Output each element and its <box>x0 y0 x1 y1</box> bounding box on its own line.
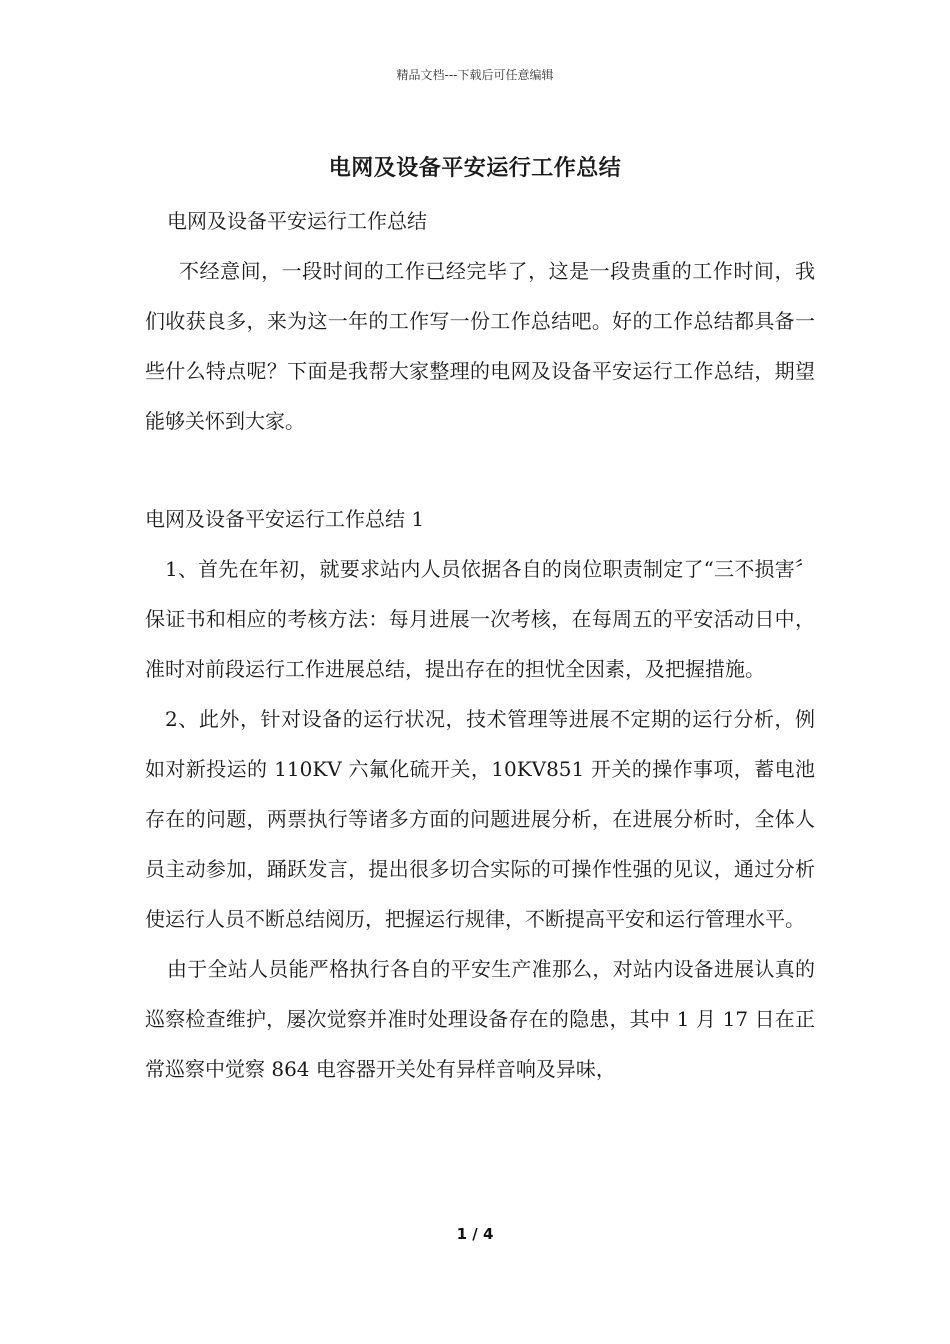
document-title: 电网及设备平安运行工作总结 <box>328 155 622 181</box>
intro-paragraph: 不经意间，一段时间的工作已经完毕了，这是一段贵重的工作时间，我们收获良多，来为这一年的工作写一份工作总结吧。好的工作总结都具备一些什么特点呢？下面是我帮大家整理的电网及设备平安运行工作总结，期望能够关怀到大家。 <box>145 259 815 433</box>
document-body <box>145 196 815 1094</box>
page-header: 精品文档---下载后可任意编辑 <box>396 68 554 82</box>
section-heading: 电网及设备平安运行工作总结 1 <box>145 507 425 531</box>
paragraph-spacer <box>145 446 815 494</box>
page-number: 1 / 4 <box>456 1225 494 1243</box>
document-subtitle: 电网及设备平安运行工作总结 <box>167 209 427 233</box>
list-item-1: 1、首先在年初，就要求站内人员依据各自的岗位职责制定了“三不损害〞保证书和相应的考核方法：每月进展一次考核，在每周五的平安活动日中，准时对前段运行工作进展总结，提出存在的担忧全因素，及把握措施。 <box>145 557 815 681</box>
list-item-2: 2、此外，针对设备的运行状况，技术管理等进展不定期的运行分析，例如对新投运的 110KV 六氟化硫开关，10KV851 开关的操作事项，蓄电池存在的问题，两票执行等诸多方面的问题进展分析，在进展分析时，全体人员主动参加，踊跃发言，提出很多切合实际的可操作性强的见议，通过分析使运行人员不断总结阅历，把握运行规律，不断提高平安和运行管理水平。 <box>145 707 815 931</box>
body-paragraph: 由于全站人员能严格执行各自的平安生产准那么，对站内设备进展认真的巡察检查维护，屡次觉察并准时处理设备存在的隐患，其中 1 月 17 日在正常巡察中觉察 864 电容器开关处有异样音响及异味， <box>145 957 815 1081</box>
